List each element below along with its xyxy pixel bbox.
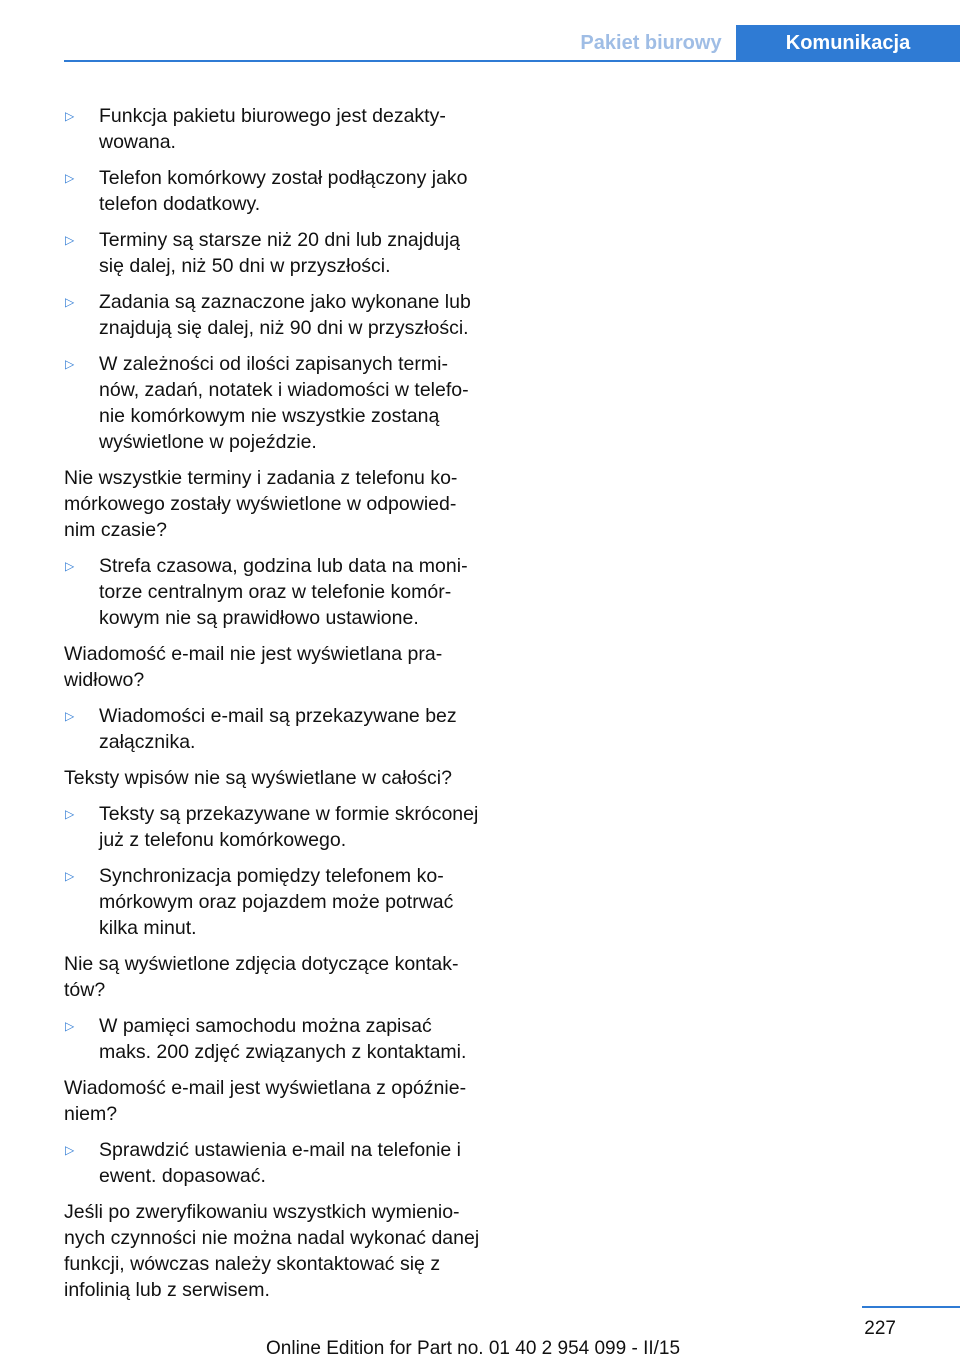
list-item [64, 1137, 480, 1189]
page-number: 227 [864, 1318, 896, 1339]
question-heading: Wiadomość e-mail jest wyświetlana z opóźnieniem? [64, 1077, 467, 1125]
list-item-text: Wiadomości e-mail są przekazywane bez załącznika. [99, 705, 457, 753]
list-item-text: Zadania są zaznaczone jako wykonane lub znajdują się dalej, niż 90 dni w przyszłości. [99, 291, 471, 339]
bullet-arrow-icon: ▷ [65, 709, 75, 723]
question-heading: Nie są wyświetlone zdjęcia dotyczące kontaktów? [64, 953, 459, 1001]
question-heading: Wiadomość e-mail nie jest wyświetlana prawidłowo? [64, 643, 443, 691]
bullet-arrow-icon: ▷ [65, 807, 75, 821]
chapter-tab[interactable]: Komunikacja [736, 25, 960, 61]
list-item-text: Terminy są starsze niż 20 dni lub znajdują się dalej, niż 50 dni w przyszłości. [99, 229, 460, 277]
list-item [64, 1013, 480, 1065]
bullet-arrow-icon: ▷ [65, 357, 75, 371]
list-item-text: W pamięci samochodu można zapisać maks. 200 zdjęć związanych z kontaktami. [99, 1015, 467, 1063]
list-item-text: Funkcja pakietu biurowego jest dezaktywowana. [99, 105, 446, 153]
list-item [64, 553, 480, 631]
bullet-arrow-icon: ▷ [65, 171, 75, 185]
bullet-arrow-icon: ▷ [65, 233, 75, 247]
bullet-arrow-icon: ▷ [65, 559, 75, 573]
list-item [64, 351, 480, 455]
list-item-text: Sprawdzić ustawienia e-mail na telefonie i ewent. dopasować. [99, 1139, 462, 1187]
list-item-text: Strefa czasowa, godzina lub data na monitorze centralnym oraz w telefonie komórkowym nie są prawidłowo ustawione. [99, 555, 468, 629]
bullet-arrow-icon: ▷ [65, 869, 75, 883]
list-item-text: W zależności od ilości zapisanych terminów, zadań, notatek i wiadomości w telefonie komórkowym nie wszystkie zostaną wyświetlone w pojeździe. [99, 353, 469, 453]
list-item-text: Synchronizacja pomiędzy telefonem komórkowym oraz pojazdem może potrwać kilka minut. [99, 865, 454, 939]
list-item-text: Telefon komórkowy został podłączony jako telefon dodatkowy. [99, 167, 468, 215]
list-item [64, 703, 480, 755]
list-item [64, 801, 480, 853]
bullet-arrow-icon: ▷ [65, 109, 75, 123]
header-tabs [566, 25, 960, 61]
header-rule [64, 60, 960, 62]
question-heading: Teksty wpisów nie są wyświetlane w całości? [64, 767, 452, 789]
list-item-text: Teksty są przekazywane w formie skróconej już z telefonu komórkowego. [99, 803, 479, 851]
list-item [64, 165, 480, 217]
list-item [64, 227, 480, 279]
bullet-arrow-icon: ▷ [65, 1019, 75, 1033]
closing-paragraph: Jeśli po zweryfikowaniu wszystkich wymienionych czynności nie można nadal wykonać danej funkcji, wówczas należy skontaktować się z infolinią lub z serwisem. [64, 1201, 480, 1301]
list-item [64, 863, 480, 941]
bullet-arrow-icon: ▷ [65, 1143, 75, 1157]
list-item [64, 103, 480, 155]
edition-footer: Online Edition for Part no. 01 40 2 954 099 - II/15 [266, 1338, 681, 1359]
bullet-arrow-icon: ▷ [65, 295, 75, 309]
page-content [64, 103, 480, 1323]
list-item [64, 289, 480, 341]
footer-rule [862, 1306, 960, 1308]
question-heading: Nie wszystkie terminy i zadania z telefonu komórkowego zostały wyświetlone w odpowiednim czasie? [64, 467, 458, 541]
section-tab[interactable]: Pakiet biurowy [580, 31, 722, 54]
